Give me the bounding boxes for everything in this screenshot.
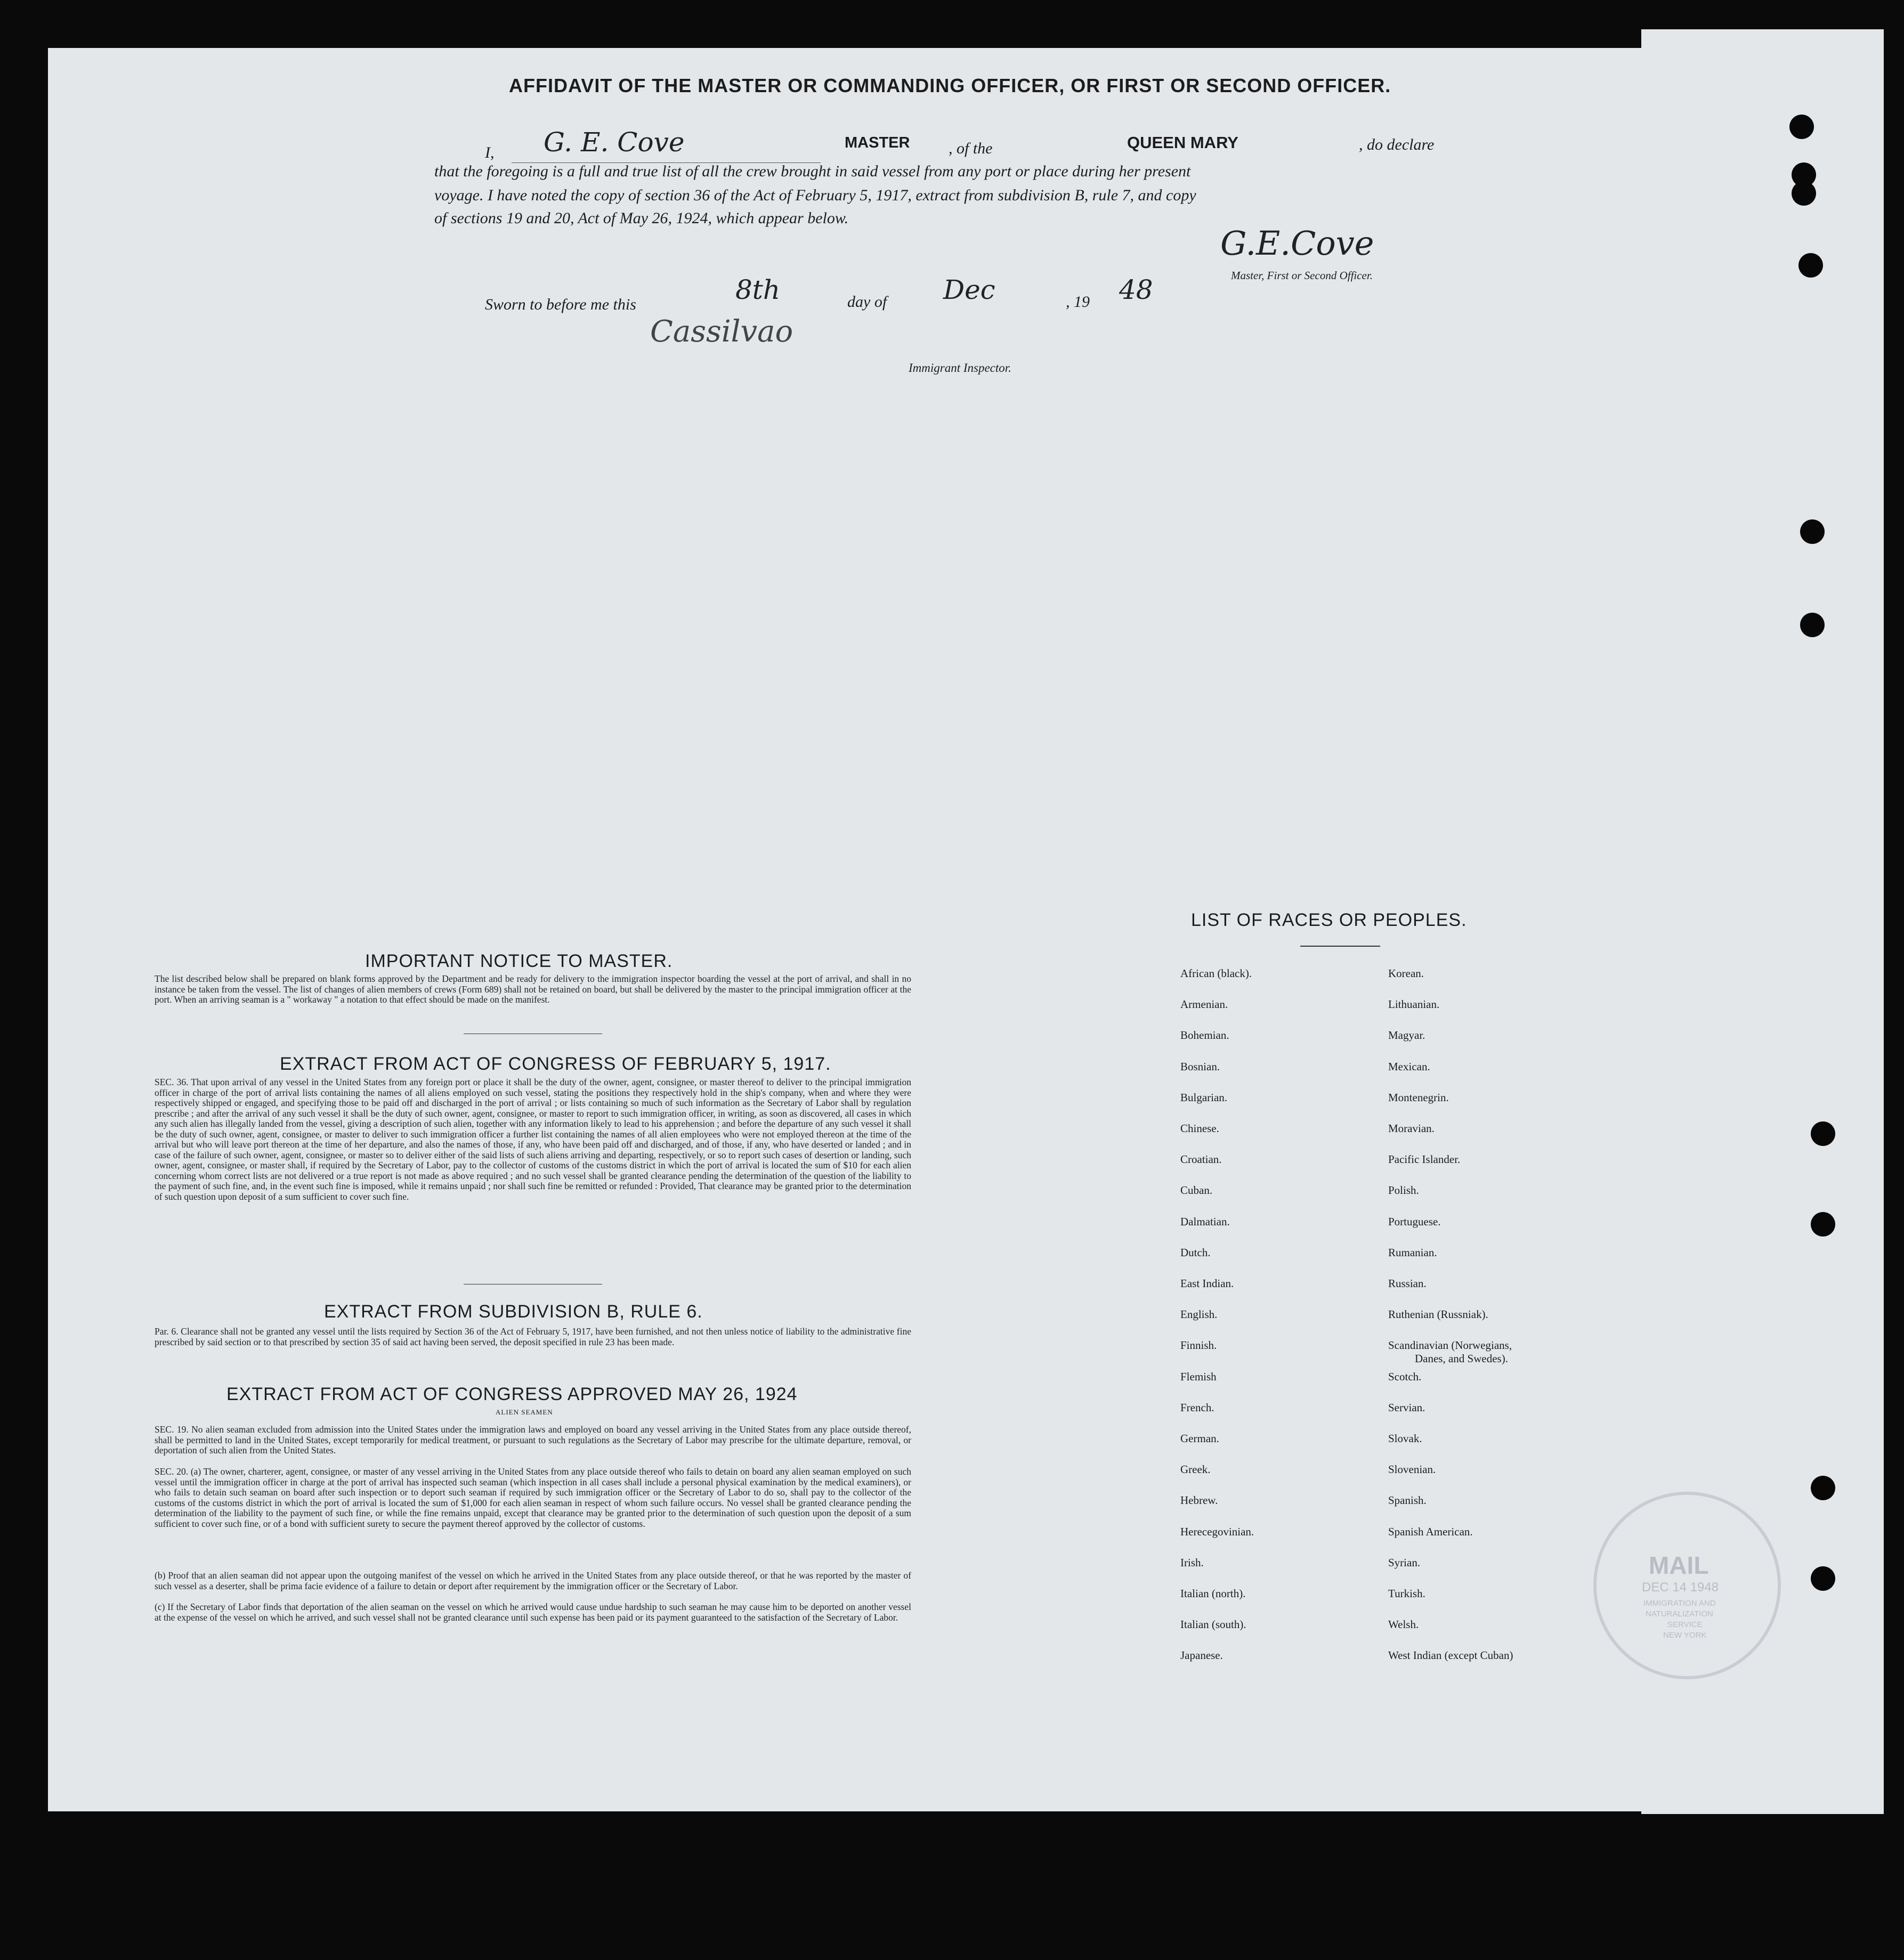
punch-hole bbox=[1798, 253, 1823, 278]
race-item: Moravian. bbox=[1388, 1122, 1435, 1135]
punch-hole bbox=[1811, 1212, 1835, 1237]
race-item: Croatian. bbox=[1180, 1153, 1222, 1166]
signature-label: Master, First or Second Officer. bbox=[1231, 269, 1373, 282]
day-handwritten: 8th bbox=[735, 274, 781, 305]
race-item: Slovenian. bbox=[1388, 1463, 1436, 1476]
race-item: East Indian. bbox=[1180, 1277, 1234, 1290]
race-item: Dutch. bbox=[1180, 1246, 1211, 1259]
punch-hole bbox=[1811, 1566, 1835, 1591]
race-item: Montenegrin. bbox=[1388, 1091, 1449, 1104]
race-item: German. bbox=[1180, 1432, 1219, 1445]
divider bbox=[1300, 946, 1380, 947]
punch-hole bbox=[1800, 613, 1825, 637]
race-item: Flemish bbox=[1180, 1370, 1217, 1383]
sec20b-text: (b) Proof that an alien seaman did not appear upon the outgoing manifest of the vessel on which he arrived in the United States from any place outside thereof, or that he was reported by the master of such vessel as a deserter, shall be prima facie evidence of a failure to detain or deport after requirement by the immigration officer or the Secretary of Labor. bbox=[155, 1570, 911, 1591]
extract-1917-title: EXTRACT FROM ACT OF CONGRESS OF FEBRUARY 5, 1917. bbox=[280, 1054, 831, 1074]
race-item: Portuguese. bbox=[1388, 1215, 1441, 1228]
races-title: LIST OF RACES OR PEOPLES. bbox=[1191, 910, 1467, 930]
inspector-signature: Cassilvao bbox=[650, 314, 793, 349]
vessel-name: QUEEN MARY bbox=[1127, 133, 1238, 152]
mail-stamp bbox=[1593, 1492, 1781, 1679]
punch-hole bbox=[1792, 181, 1816, 206]
race-item: Rumanian. bbox=[1388, 1246, 1437, 1259]
affidavit-line-2: that the foregoing is a full and true list of all the crew brought in said vessel from any port or place during her present bbox=[434, 162, 1191, 180]
affidavit-line-4: of sections 19 and 20, Act of May 26, 1924, which appear below. bbox=[434, 209, 849, 227]
punch-hole bbox=[1811, 1121, 1835, 1146]
stamp-line-2: DEC 14 1948 bbox=[1642, 1580, 1719, 1595]
race-item: Turkish. bbox=[1388, 1587, 1425, 1600]
inspector-label: Immigrant Inspector. bbox=[909, 361, 1011, 375]
sec20c-text: (c) If the Secretary of Labor finds that deportation of the alien seaman on the vessel on which he arrived would cause undue hardship to such seaman he may cause him to be deported on another vessel at the expense of the vessel on which he arrived, and such vessel shall not be granted clearance until such expense has been paid or its payment guaranteed to the satisfaction of the Secretary of Labor. bbox=[155, 1601, 911, 1623]
notice-title: IMPORTANT NOTICE TO MASTER. bbox=[365, 951, 673, 971]
race-item: French. bbox=[1180, 1401, 1214, 1414]
race-item: African (black). bbox=[1180, 967, 1252, 980]
race-item: West Indian (except Cuban) bbox=[1388, 1649, 1513, 1662]
subdivision-title: EXTRACT FROM SUBDIVISION B, RULE 6. bbox=[324, 1302, 703, 1322]
sec20a-text: SEC. 20. (a) The owner, charterer, agent, consignee, or master of any vessel arriving in the United States from any place outside thereof who fails to detain on board any alien seaman employed on such vessel until the immigration officer in charge at the port of arrival has inspected such seaman (which inspection in all cases shall include a personal physical examination by the medical examiners), or who fails to detain such seaman on board after such inspection or to deport such seaman if required by such immigration officer or the Secretary of Labor to do so, shall pay to the collector of the customs of the customs district in which the port of arrival is located the sum of $1,000 for each alien seaman in respect of whom such failure occurs. No vessel shall be granted clearance pending the determination of the liability to the payment of such fine, or while the fine remains unpaid, except that clearance may be granted prior to the determination of such question upon the deposit of a sum sufficient to cover such fine, or of a bond with sufficient surety to secure the payment thereof approved by the collector of customs. bbox=[155, 1466, 911, 1529]
race-item: Bohemian. bbox=[1180, 1029, 1229, 1042]
race-item: Polish. bbox=[1388, 1184, 1419, 1197]
race-item: Greek. bbox=[1180, 1463, 1211, 1476]
master-signature: G.E.Cove bbox=[1220, 224, 1374, 263]
notice-text: The list described below shall be prepared on blank forms approved by the Department and be ready for delivery to the immigration inspector boarding the vessel at the port of arrival, and shall in no instance be taken from the vessel. The list of changes of alien members of crews (Form 689) shall not be retained on board, but shall be delivered by the master to the principal immigration officer at the port. When an arriving seaman is a " workaway " a notation to that effect should be made on the manifest. bbox=[155, 973, 911, 1005]
stamp-line-3: IMMIGRATION AND bbox=[1643, 1599, 1716, 1608]
of-the-text: , of the bbox=[949, 140, 993, 157]
race-item: Dalmatian. bbox=[1180, 1215, 1230, 1228]
race-item: Welsh. bbox=[1388, 1618, 1419, 1631]
race-item: Hebrew. bbox=[1180, 1494, 1218, 1507]
race-item: Slovak. bbox=[1388, 1432, 1422, 1445]
master-name-handwritten: G. E. Cove bbox=[544, 127, 685, 158]
punch-hole bbox=[1800, 519, 1825, 544]
race-item: Scotch. bbox=[1388, 1370, 1422, 1383]
race-item: Irish. bbox=[1180, 1556, 1204, 1569]
subdivision-text: Par. 6. Clearance shall not be granted any vessel until the lists required by Section 36 of the Act of February 5, 1917, have been furnished, and not then unless notice of liability to the administrative fine prescribed by said section or to that prescribed by section 35 of said act having been served, the deposit specified in rule 23 has been made. bbox=[155, 1326, 911, 1347]
stamp-line-6: NEW YORK bbox=[1663, 1631, 1707, 1640]
sworn-text: Sworn to before me this bbox=[485, 296, 636, 313]
race-item: Pacific Islander. bbox=[1388, 1153, 1461, 1166]
race-item: Korean. bbox=[1388, 967, 1424, 980]
affidavit-i: I, bbox=[485, 144, 495, 161]
race-item: Herecegovinian. bbox=[1180, 1525, 1254, 1538]
race-item: Finnish. bbox=[1180, 1339, 1217, 1352]
race-item: Ruthenian (Russniak). bbox=[1388, 1308, 1488, 1321]
race-item: Bulgarian. bbox=[1180, 1091, 1228, 1104]
month-handwritten: Dec bbox=[943, 274, 995, 305]
race-continuation: Danes, and Swedes). bbox=[1415, 1352, 1508, 1365]
race-item: Lithuanian. bbox=[1388, 998, 1440, 1011]
stamp-line-4: NATURALIZATION bbox=[1646, 1609, 1713, 1619]
race-item: Italian (north). bbox=[1180, 1587, 1246, 1600]
affidavit-title: AFFIDAVIT OF THE MASTER OR COMMANDING OFFICER, OR FIRST OR SECOND OFFICER. bbox=[509, 75, 1391, 96]
race-item: Spanish. bbox=[1388, 1494, 1427, 1507]
punch-hole bbox=[1789, 115, 1814, 139]
race-item: English. bbox=[1180, 1308, 1218, 1321]
race-item: Italian (south). bbox=[1180, 1618, 1246, 1631]
rank-label: MASTER bbox=[845, 134, 910, 151]
do-declare-text: , do declare bbox=[1359, 136, 1435, 153]
race-item: Armenian. bbox=[1180, 998, 1228, 1011]
year-handwritten: 48 bbox=[1119, 274, 1153, 305]
race-item: Servian. bbox=[1388, 1401, 1425, 1414]
race-item: Japanese. bbox=[1180, 1649, 1223, 1662]
sec19-text: SEC. 19. No alien seaman excluded from admission into the United States under the immigration laws and employed on board any vessel arriving in the United States from any place outside thereof, shall be permitted to land in the United States, except temporarily for medical treatment, or pursuant to such regulations as the Secretary of Labor may prescribe for the ultimate departure, removal, or deportation of such alien from the United States. bbox=[155, 1424, 911, 1455]
year-prefix: , 19 bbox=[1066, 293, 1090, 311]
stamp-line-1: MAIL bbox=[1649, 1551, 1709, 1579]
punch-hole bbox=[1811, 1476, 1835, 1500]
race-item: Bosnian. bbox=[1180, 1060, 1220, 1073]
race-item: Syrian. bbox=[1388, 1556, 1421, 1569]
race-item: Magyar. bbox=[1388, 1029, 1425, 1042]
stamp-line-5: SERVICE bbox=[1667, 1620, 1703, 1629]
day-of-text: day of bbox=[847, 293, 887, 311]
extract-1924-subtitle: ALIEN SEAMEN bbox=[496, 1408, 553, 1416]
extract-1924-title: EXTRACT FROM ACT OF CONGRESS APPROVED MAY 26, 1924 bbox=[226, 1384, 798, 1404]
race-item: Chinese. bbox=[1180, 1122, 1219, 1135]
race-item: Spanish American. bbox=[1388, 1525, 1473, 1538]
extract-1917-text: SEC. 36. That upon arrival of any vessel in the United States from any foreign port or place it shall be the duty of the owner, agent, consignee, or master thereof to deliver to the principal immigration officer in charge of the port of arrival lists containing the names of all aliens employed on such vessel, stating the positions they respectively hold in the ship's company, when and where they were respectively shipped or engaged, and specifying those to be paid off and discharged in the port of arrival ; or lists containing so much of such information as the Secretary of Labor shall by regulation prescribe ; and after the arrival of any such vessel it shall be the duty of such owner, agent, consignee, or master to report to such immigration officer, in writing, as soon as discovered, all cases in which any such alien has illegally landed from the vessel, giving a description of such alien, together with any information likely to lead to his apprehension ; and before the departure of any such vessel it shall be the duty of such owner, agent, consignee, or master to deliver to such immigration officer a further list containing the names of all alien employees who were not employed thereon at the time of the arrival but who will leave port thereon at the time of her departure, and also the names of those, if any, who have been paid off and discharged, and of those, if any, who have deserted or landed ; and in case of the failure of such owner, agent, consignee, or master so to deliver either of the said lists of such aliens arriving and departing, respectively, or so to report such cases of desertion or landing, such owner, agent, consignee, or master shall, if required by the Secretary of Labor, pay to the collector of customs of the customs district in which the port of arrival is located the sum of $10 for each alien concerning whom correct lists are not delivered or a true report is not made as above required ; and no such vessel shall be granted clearance pending the determination of the question of the liability to the payment of such fine, and, in the event such fine is imposed, while it remains unpaid ; nor shall such fine be remitted or refunded : Provided, That clearance may be granted prior to the determination of such question upon deposit of a sum sufficient to cover such fine. bbox=[155, 1077, 911, 1202]
race-item: Cuban. bbox=[1180, 1184, 1213, 1197]
race-item: Russian. bbox=[1388, 1277, 1427, 1290]
race-item: Scandinavian (Norwegians, bbox=[1388, 1339, 1512, 1352]
affidavit-line-3: voyage. I have noted the copy of section 36 of the Act of February 5, 1917, extract from subdivision B, rule 7, and copy bbox=[434, 186, 1196, 204]
race-item: Mexican. bbox=[1388, 1060, 1430, 1073]
